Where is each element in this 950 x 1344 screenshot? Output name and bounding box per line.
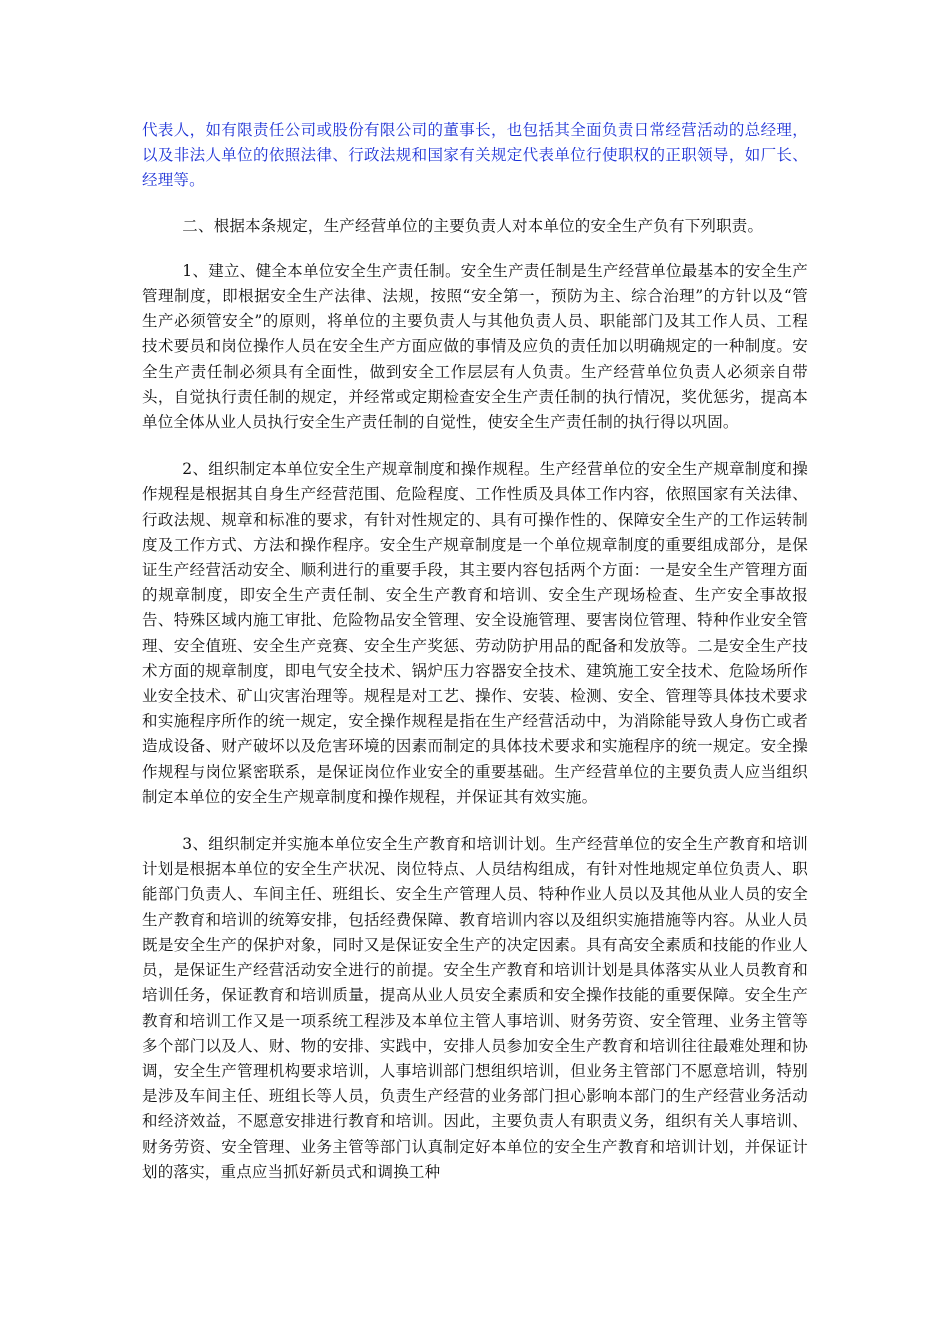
paragraph-section-two-heading: 二、根据本条规定，生产经营单位的主要负责人对本单位的安全生产负有下列职责。: [182, 216, 764, 235]
paragraph-duty-2-rules-and-procedures: 2、组织制定本单位安全生产规章制度和操作规程。生产经营单位的安全生产规章制度和操作规程是根据其自身生产经营范围、危险程度、工作性质及具体工作内容，依照国家有关法律、行政法规、规章和标准的要求，有针对性规定的、具有可操作性的、保障安全生产的工作运转制度及工作方式、方法和操作程序。安全生产规章制度是一个单位规章制度的重要组成部分，是保证生产经营活动安全、顺利进行的重要手段，其主要内容包括两个方面：一是安全生产管理方面的规章制度，即安全生产责任制、安全生产教育和培训、安全生产现场检查、生产安全事故报告、特殊区域内施工审批、危险物品安全管理、安全设施管理、要害岗位管理、特种作业安全管理、安全值班、安全生产竞赛、安全生产奖惩、劳动防护用品的配备和发放等。二是安全生产技术方面的规章制度，即电气安全技术、锅炉压力容器安全技术、建筑施工安全技术、危险场所作业安全技术、矿山灾害治理等。规程是对工艺、操作、安装、检测、安全、管理等具体技术要求和实施程序所作的统一规定，安全操作规程是指在生产经营活动中，为消除能导致人身伤亡或者造成设备、财产破坏以及危害环境的因素而制定的具体技术要求和实施程序的统一规定。安全操作规程与岗位紧密联系，是保证岗位作业安全的重要基础。生产经营单位的主要负责人应当组织制定本单位的安全生产规章制度和操作规程，并保证其有效实施。: [142, 460, 808, 806]
document-page: [142, 118, 808, 1185]
paragraph-duty-3-training-plan: 3、组织制定并实施本单位安全生产教育和培训计划。生产经营单位的安全生产教育和培训计划是根据本单位的安全生产状况、岗位特点、人员结构组成，有针对性地规定单位负责人、职能部门负责人、车间主任、班组长、安全生产管理人员、特种作业人员以及其他从业人员的安全生产教育和培训的统筹安排，包括经费保障、教育培训内容以及组织实施措施等内容。从业人员既是安全生产的保护对象，同时又是保证安全生产的决定因素。具有高安全素质和技能的作业人员，是保证生产经营活动安全进行的前提。安全生产教育和培训计划是具体落实从业人员教育和培训任务，保证教育和培训质量，提高从业人员安全素质和安全操作技能的重要保障。安全生产教育和培训工作又是一项系统工程涉及本单位主管人事培训、财务劳资、安全管理、业务主管等多个部门以及人、财、物的安排、实践中，安排人员参加安全生产教育和培训往往最难处理和协调，安全生产管理机构要求培训，人事培训部门想组织培训，但业务主管部门不愿意培训，特别是涉及车间主任、班组长等人员，负责生产经营的业务部门担心影响本部门的生产经营业务活动和经济效益，不愿意安排进行教育和培训。因此，主要负责人有职责义务，组织有关人事培训、财务劳资、安全管理、业务主管等部门认真制定好本单位的安全生产教育和培训计划，并保证计划的落实，重点应当抓好新员式和调换工种: [142, 835, 808, 1181]
paragraph-representative-definition: 代表人，如有限责任公司或股份有限公司的董事长，也包括其全面负责日常经营活动的总经理，以及非法人单位的依照法律、行政法规和国家有关规定代表单位行使职权的正职领导，如厂长、经理等。: [142, 121, 808, 190]
paragraph-duty-1-responsibility-system: 1、建立、健全本单位安全生产责任制。安全生产责任制是生产经营单位最基本的安全生产管理制度，即根据安全生产法律、法规，按照“安全第一，预防为主、综合治理”的方针以及“管生产必须管安全”的原则，将单位的主要负责人与其他负责人员、职能部门及其工作人员、工程技术要员和岗位操作人员在安全生产方面应做的事情及应负的责任加以明确规定的一种制度。安全生产责任制必须具有全面性，做到安全工作层层有人负责。生产经营单位负责人必须亲自带头，自觉执行责任制的规定，并经常或定期检查安全生产责任制的执行情况，奖优惩劣，提高本单位全体从业人员执行安全生产责任制的自觉性，使安全生产责任制的执行得以巩固。: [142, 261, 808, 432]
